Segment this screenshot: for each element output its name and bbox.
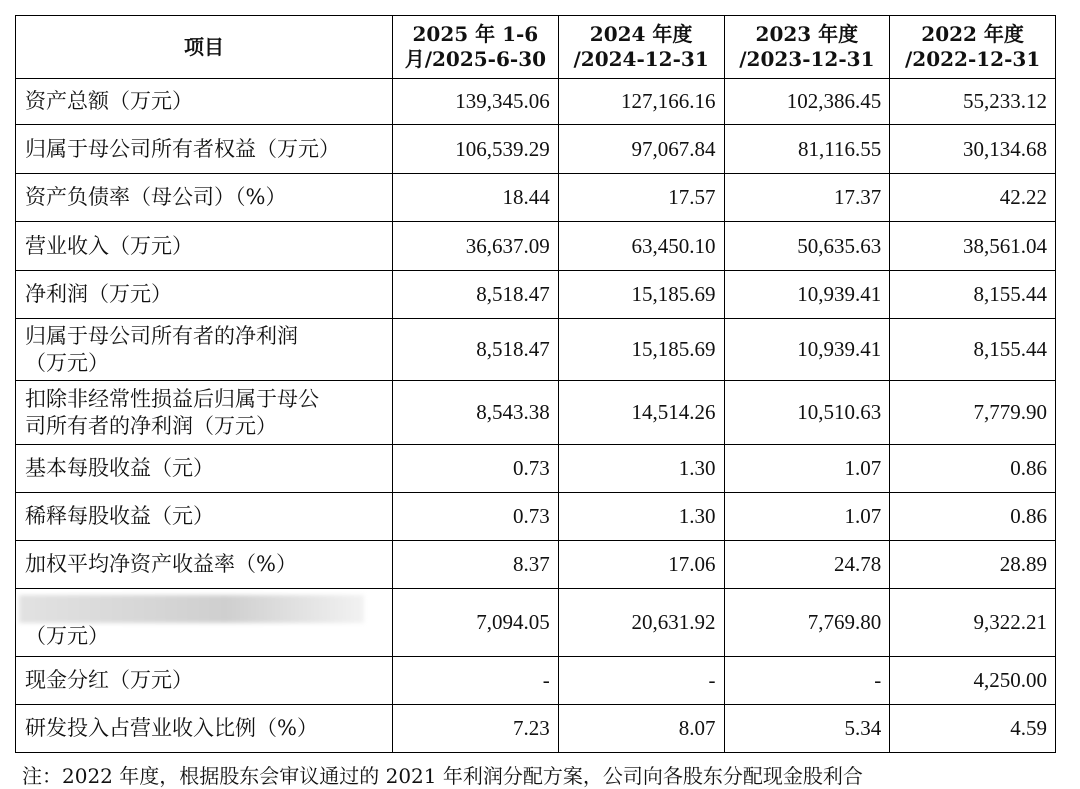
cell-value: -	[558, 657, 724, 705]
cell-value: 63,450.10	[558, 222, 724, 271]
cell-value: 7,094.05	[393, 589, 559, 657]
row-label: 研发投入占营业收入比例（%）	[16, 705, 393, 753]
cell-value: -	[724, 657, 890, 705]
cell-value: 8,155.44	[890, 319, 1056, 381]
row-label: 现金分红（万元）	[16, 657, 393, 705]
cell-value: 10,510.63	[724, 381, 890, 445]
cell-value: 1.07	[724, 445, 890, 493]
table-row	[16, 589, 1056, 657]
cell-value: 1.30	[558, 493, 724, 541]
cell-value: 8.37	[393, 541, 559, 589]
header-cell-2022: 2022 年度 /2022-12-31	[890, 16, 1056, 79]
cell-value: 10,939.41	[724, 271, 890, 319]
table-row	[16, 174, 1056, 222]
table-row	[16, 657, 1056, 705]
cell-value: 4.59	[890, 705, 1056, 753]
row-label: 加权平均净资产收益率（%）	[16, 541, 393, 589]
cell-value: 127,166.16	[558, 79, 724, 125]
cell-value: 55,233.12	[890, 79, 1056, 125]
cell-value: 81,116.55	[724, 125, 890, 174]
cell-value: 8,518.47	[393, 319, 559, 381]
table-row	[16, 79, 1056, 125]
cell-value: 38,561.04	[890, 222, 1056, 271]
cell-value: 7.23	[393, 705, 559, 753]
cell-value: 15,185.69	[558, 319, 724, 381]
header-row	[16, 16, 1056, 79]
cell-value: 17.06	[558, 541, 724, 589]
cell-value: 36,637.09	[393, 222, 559, 271]
row-label: 营业收入（万元）	[16, 222, 393, 271]
row-label: 归属于母公司所有者权益（万元）	[16, 125, 393, 174]
cell-value: 50,635.63	[724, 222, 890, 271]
cell-value: 20,631.92	[558, 589, 724, 657]
cell-value: 4,250.00	[890, 657, 1056, 705]
header-cell-2023: 2023 年度 /2023-12-31	[724, 16, 890, 79]
cell-value: 42.22	[890, 174, 1056, 222]
cell-value: 9,322.21	[890, 589, 1056, 657]
cell-value: 1.07	[724, 493, 890, 541]
row-label: （万元）	[25, 624, 109, 649]
table-row	[16, 125, 1056, 174]
cell-value: 8,155.44	[890, 271, 1056, 319]
table-row	[16, 222, 1056, 271]
cell-value: 106,539.29	[393, 125, 559, 174]
cell-value: 0.73	[393, 493, 559, 541]
cell-value: 1.30	[558, 445, 724, 493]
cell-value: 28.89	[890, 541, 1056, 589]
table-row	[16, 493, 1056, 541]
cell-value: 5.34	[724, 705, 890, 753]
cell-value: 102,386.45	[724, 79, 890, 125]
row-label: 资产负债率（母公司）（%）	[16, 174, 393, 222]
cell-value: 17.37	[724, 174, 890, 222]
redacted-text-blur	[19, 595, 364, 623]
footnote: 注：2022 年度，根据股东会审议通过的 2021 年利润分配方案，公司向各股东分配现金股利合	[22, 764, 863, 788]
row-label: 扣除非经常性损益后归属于母公 司所有者的净利润（万元）	[16, 381, 393, 445]
cell-value: 14,514.26	[558, 381, 724, 445]
table-row	[16, 445, 1056, 493]
header-cell-2025h1: 2025 年 1-6 月/2025-6-30	[393, 16, 559, 79]
row-label: 净利润（万元）	[16, 271, 393, 319]
cell-value: 139,345.06	[393, 79, 559, 125]
cell-value: 7,779.90	[890, 381, 1056, 445]
row-label: 基本每股收益（元）	[16, 445, 393, 493]
row-label: 归属于母公司所有者的净利润 （万元）	[16, 319, 393, 381]
cell-value: 8.07	[558, 705, 724, 753]
header-cell-item: 项目	[16, 16, 393, 79]
cell-value: 97,067.84	[558, 125, 724, 174]
cell-value: 8,543.38	[393, 381, 559, 445]
cell-value: 24.78	[724, 541, 890, 589]
cell-value: 7,769.80	[724, 589, 890, 657]
row-label-obscured	[16, 589, 393, 657]
cell-value: 0.86	[890, 493, 1056, 541]
cell-value: 0.73	[393, 445, 559, 493]
cell-value: 17.57	[558, 174, 724, 222]
table-row	[16, 381, 1056, 445]
financial-data-table	[15, 15, 1056, 753]
table-row	[16, 271, 1056, 319]
table-row	[16, 319, 1056, 381]
cell-value: 0.86	[890, 445, 1056, 493]
cell-value: -	[393, 657, 559, 705]
cell-value: 30,134.68	[890, 125, 1056, 174]
cell-value: 10,939.41	[724, 319, 890, 381]
cell-value: 18.44	[393, 174, 559, 222]
cell-value: 8,518.47	[393, 271, 559, 319]
table-row	[16, 705, 1056, 753]
row-label: 稀释每股收益（元）	[16, 493, 393, 541]
table-row	[16, 541, 1056, 589]
row-label: 资产总额（万元）	[16, 79, 393, 125]
cell-value: 15,185.69	[558, 271, 724, 319]
header-cell-2024: 2024 年度 /2024-12-31	[558, 16, 724, 79]
